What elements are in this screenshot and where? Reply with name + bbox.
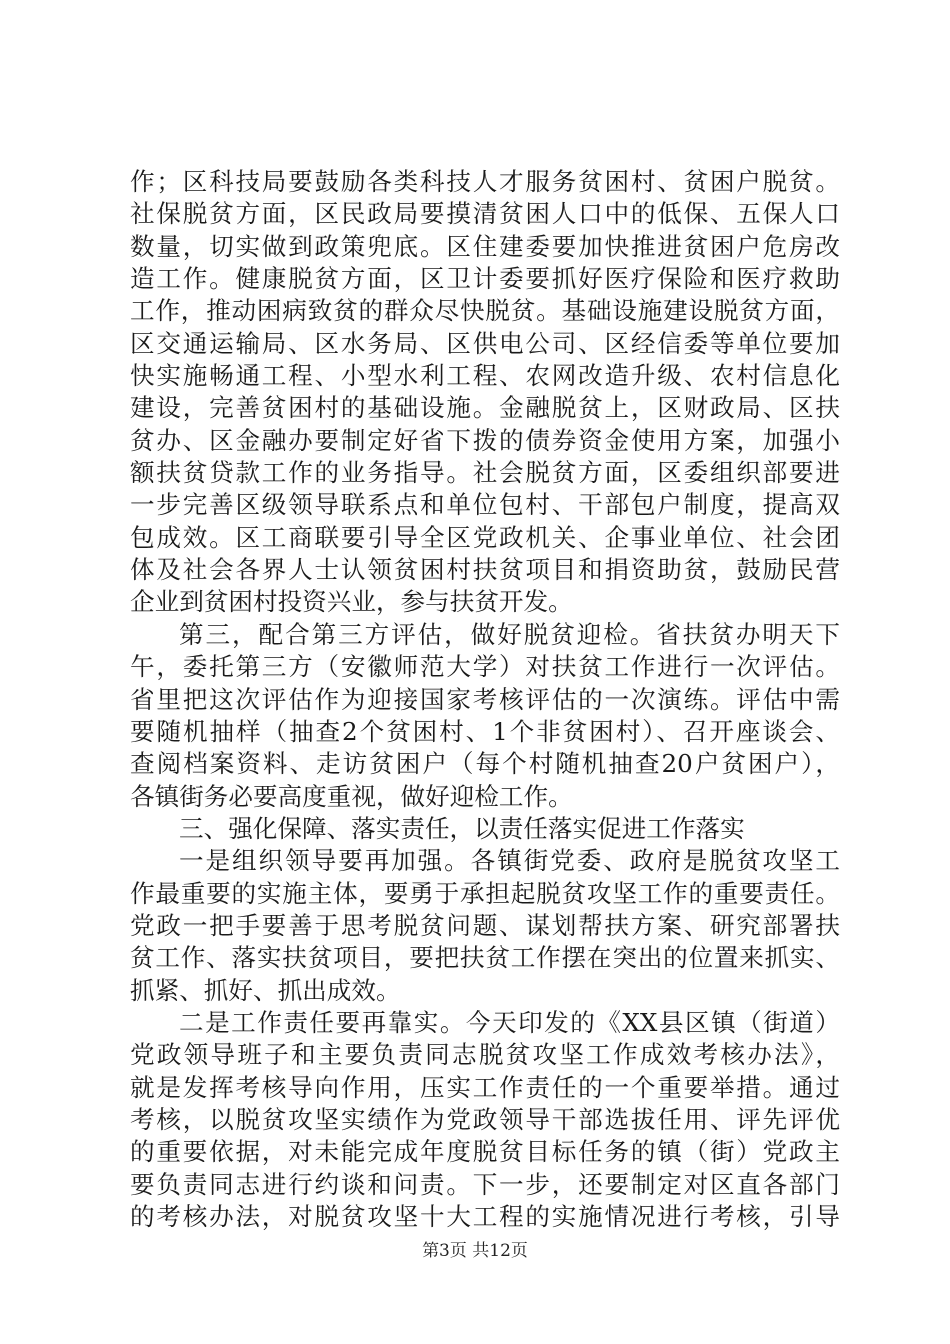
- paragraph-line: 工作，推动困病致贫的群众尽快脱贫。基础设施建设脱贫方面，: [130, 296, 840, 326]
- paragraph-line: 午，委托第三方（安徽师范大学）对扶贫工作进行一次评估。: [130, 652, 840, 682]
- paragraph-line: 省里把这次评估作为迎接国家考核评估的一次演练。评估中需: [130, 684, 840, 714]
- paragraph-line: 贫工作、落实扶贫项目，要把扶贫工作摆在突出的位置来抓实、: [130, 943, 840, 973]
- paragraph-line: 体及社会各界人士认领贫困村扶贫项目和捐资助贫，鼓励民营: [130, 555, 840, 585]
- paragraph-line: 查阅档案资料、走访贫困户（每个村随机抽查20户贫困户），: [130, 749, 840, 779]
- paragraph-line: 包成效。区工商联要引导全区党政机关、企事业单位、社会团: [130, 522, 840, 552]
- paragraph-line: 党政一把手要善于思考脱贫问题、谋划帮扶方案、研究部署扶: [130, 910, 840, 940]
- paragraph-line: 各镇街务必要高度重视，做好迎检工作。: [130, 781, 573, 811]
- paragraph-line: 数量，切实做到政策兜底。区住建委要加快推进贫困户危房改: [130, 231, 840, 261]
- paragraph-line: 的重要依据，对未能完成年度脱贫目标任务的镇（街）党政主: [130, 1137, 840, 1167]
- paragraph-line: 额扶贫贷款工作的业务指导。社会脱贫方面，区委组织部要进: [130, 458, 840, 488]
- document-body: [130, 166, 840, 1233]
- paragraph-line: 就是发挥考核导向作用，压实工作责任的一个重要举措。通过: [130, 1072, 840, 1102]
- paragraph-line: 一是组织领导要再加强。各镇街党委、政府是脱贫攻坚工: [179, 846, 840, 876]
- paragraph-line: 的考核办法，对脱贫攻坚十大工程的实施情况进行考核，引导: [130, 1202, 840, 1231]
- paragraph-line: 抓紧、抓好、抓出成效。: [130, 975, 401, 1005]
- paragraph-line: 建设，完善贫困村的基础设施。金融脱贫上，区财政局、区扶: [130, 393, 840, 423]
- paragraph-line: 二是工作责任要再靠实。今天印发的《XX县区镇（街道）: [179, 1007, 840, 1037]
- paragraph-line: 贫办、区金融办要制定好省下拨的债券资金使用方案，加强小: [130, 425, 840, 455]
- paragraph-line: 作；区科技局要鼓励各类科技人才服务贫困村、贫困户脱贫。: [130, 167, 840, 196]
- paragraph-line: 一步完善区级领导联系点和单位包村、干部包户制度，提高双: [130, 490, 840, 520]
- paragraph-line: 要随机抽样（抽查2个贫困村、1个非贫困村）、召开座谈会、: [130, 716, 840, 746]
- section-heading: 三、强化保障、落实责任，以责任落实促进工作落实: [179, 813, 745, 843]
- paragraph-line: 区交通运输局、区水务局、区供电公司、区经信委等单位要加: [130, 328, 840, 358]
- paragraph-line: 作最重要的实施主体，要勇于承担起脱贫攻坚工作的重要责任。: [130, 878, 840, 908]
- paragraph-line: 第三，配合第三方评估，做好脱贫迎检。省扶贫办明天下: [179, 619, 840, 649]
- paragraph-line: 党政领导班子和主要负责同志脱贫攻坚工作成效考核办法》，: [130, 1040, 840, 1070]
- paragraph-line: 要负责同志进行约谈和问责。下一步，还要制定对区直各部门: [130, 1169, 840, 1199]
- paragraph-line: 企业到贫困村投资兴业，参与扶贫开发。: [130, 587, 573, 617]
- page-footer: 第3页 共12页: [422, 1241, 528, 1261]
- paragraph-line: 造工作。健康脱贫方面，区卫计委要抓好医疗保险和医疗救助: [130, 264, 840, 294]
- paragraph-line: 考核，以脱贫攻坚实绩作为党政领导干部选拔任用、评先评优: [130, 1104, 840, 1134]
- paragraph-line: 社保脱贫方面，区民政局要摸清贫困人口中的低保、五保人口: [130, 199, 840, 229]
- paragraph-line: 快实施畅通工程、小型水利工程、农网改造升级、农村信息化: [130, 361, 840, 391]
